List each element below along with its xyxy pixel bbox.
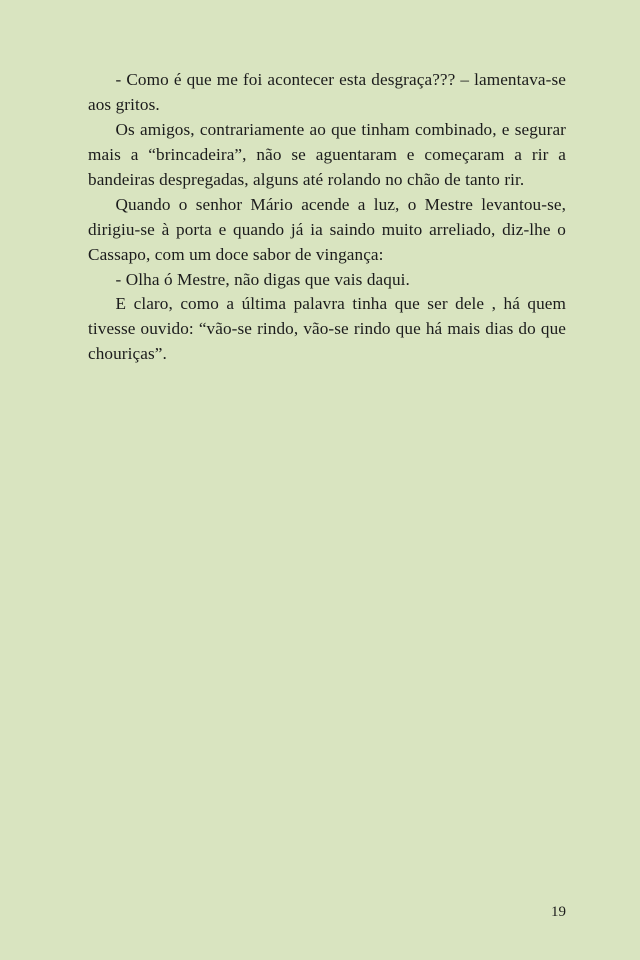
paragraph: E claro, como a última palavra tinha que ser dele , há quem tivesse ouvido: “vão-se rindo, vão-se rindo que há mais dias do que chouriças”. <box>88 294 566 364</box>
page-number: 19 <box>551 904 566 920</box>
page-text-block <box>88 68 566 367</box>
paragraph: - Olha ó Mestre, não digas que vais daqui. <box>115 269 410 289</box>
paragraph: Os amigos, contrariamente ao que tinham combinado, e segurar mais a “brincadeira”, não se aguentaram e começaram a rir a bandeiras despregadas, alguns até rolando no chão de tanto rir. <box>88 119 566 189</box>
paragraph: Quando o senhor Mário acende a luz, o Mestre levantou-se, dirigiu-se à porta e quando já ia saindo muito arreliado, diz-lhe o Cassapo, com um doce sabor de vingança: <box>88 194 566 264</box>
paragraph: - Como é que me foi acontecer esta desgraça??? – lamentava-se aos gritos. <box>88 70 566 114</box>
